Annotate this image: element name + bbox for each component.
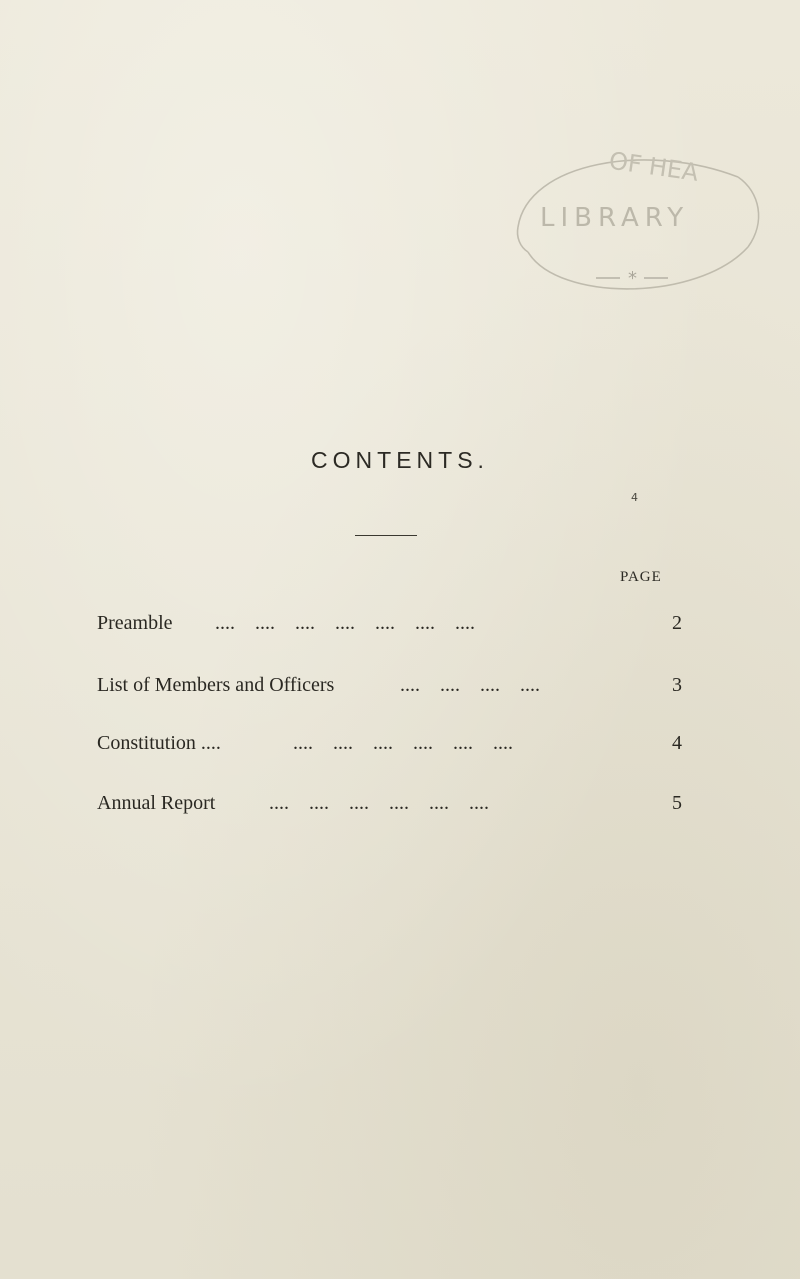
- stamp-star: *: [628, 268, 637, 289]
- toc-entry-page: 4: [672, 732, 682, 754]
- toc-entry-label: Preamble: [97, 612, 173, 634]
- toc-entry-page: 3: [672, 674, 682, 696]
- toc-entry: [97, 792, 707, 822]
- stamp-arc-text: OF HEA: [607, 146, 701, 187]
- toc-entry: [97, 674, 707, 704]
- toc-leader-dots: .... .... .... ....: [400, 674, 540, 696]
- library-stamp: [498, 132, 768, 302]
- toc-entry-label: Annual Report: [97, 792, 216, 814]
- toc-leader-dots: .... .... .... .... .... ....: [269, 792, 489, 814]
- title-rule: [355, 535, 417, 536]
- toc-entry: [97, 612, 707, 642]
- toc-entry-page: 5: [672, 792, 682, 814]
- toc-leader-dots: .... .... .... .... .... ....: [293, 732, 513, 754]
- toc-entry-label: List of Members and Officers: [97, 674, 335, 696]
- stamp-library-text: LIBRARY: [540, 203, 690, 233]
- toc-entry-label: Constitution ....: [97, 732, 221, 754]
- page-column-heading: PAGE: [620, 569, 662, 585]
- stray-mark: 4: [631, 491, 638, 504]
- page-title: CONTENTS.: [311, 447, 489, 473]
- toc-entry: [97, 732, 707, 762]
- toc-entry-page: 2: [672, 612, 682, 634]
- toc-leader-dots: .... .... .... .... .... .... ....: [215, 612, 475, 634]
